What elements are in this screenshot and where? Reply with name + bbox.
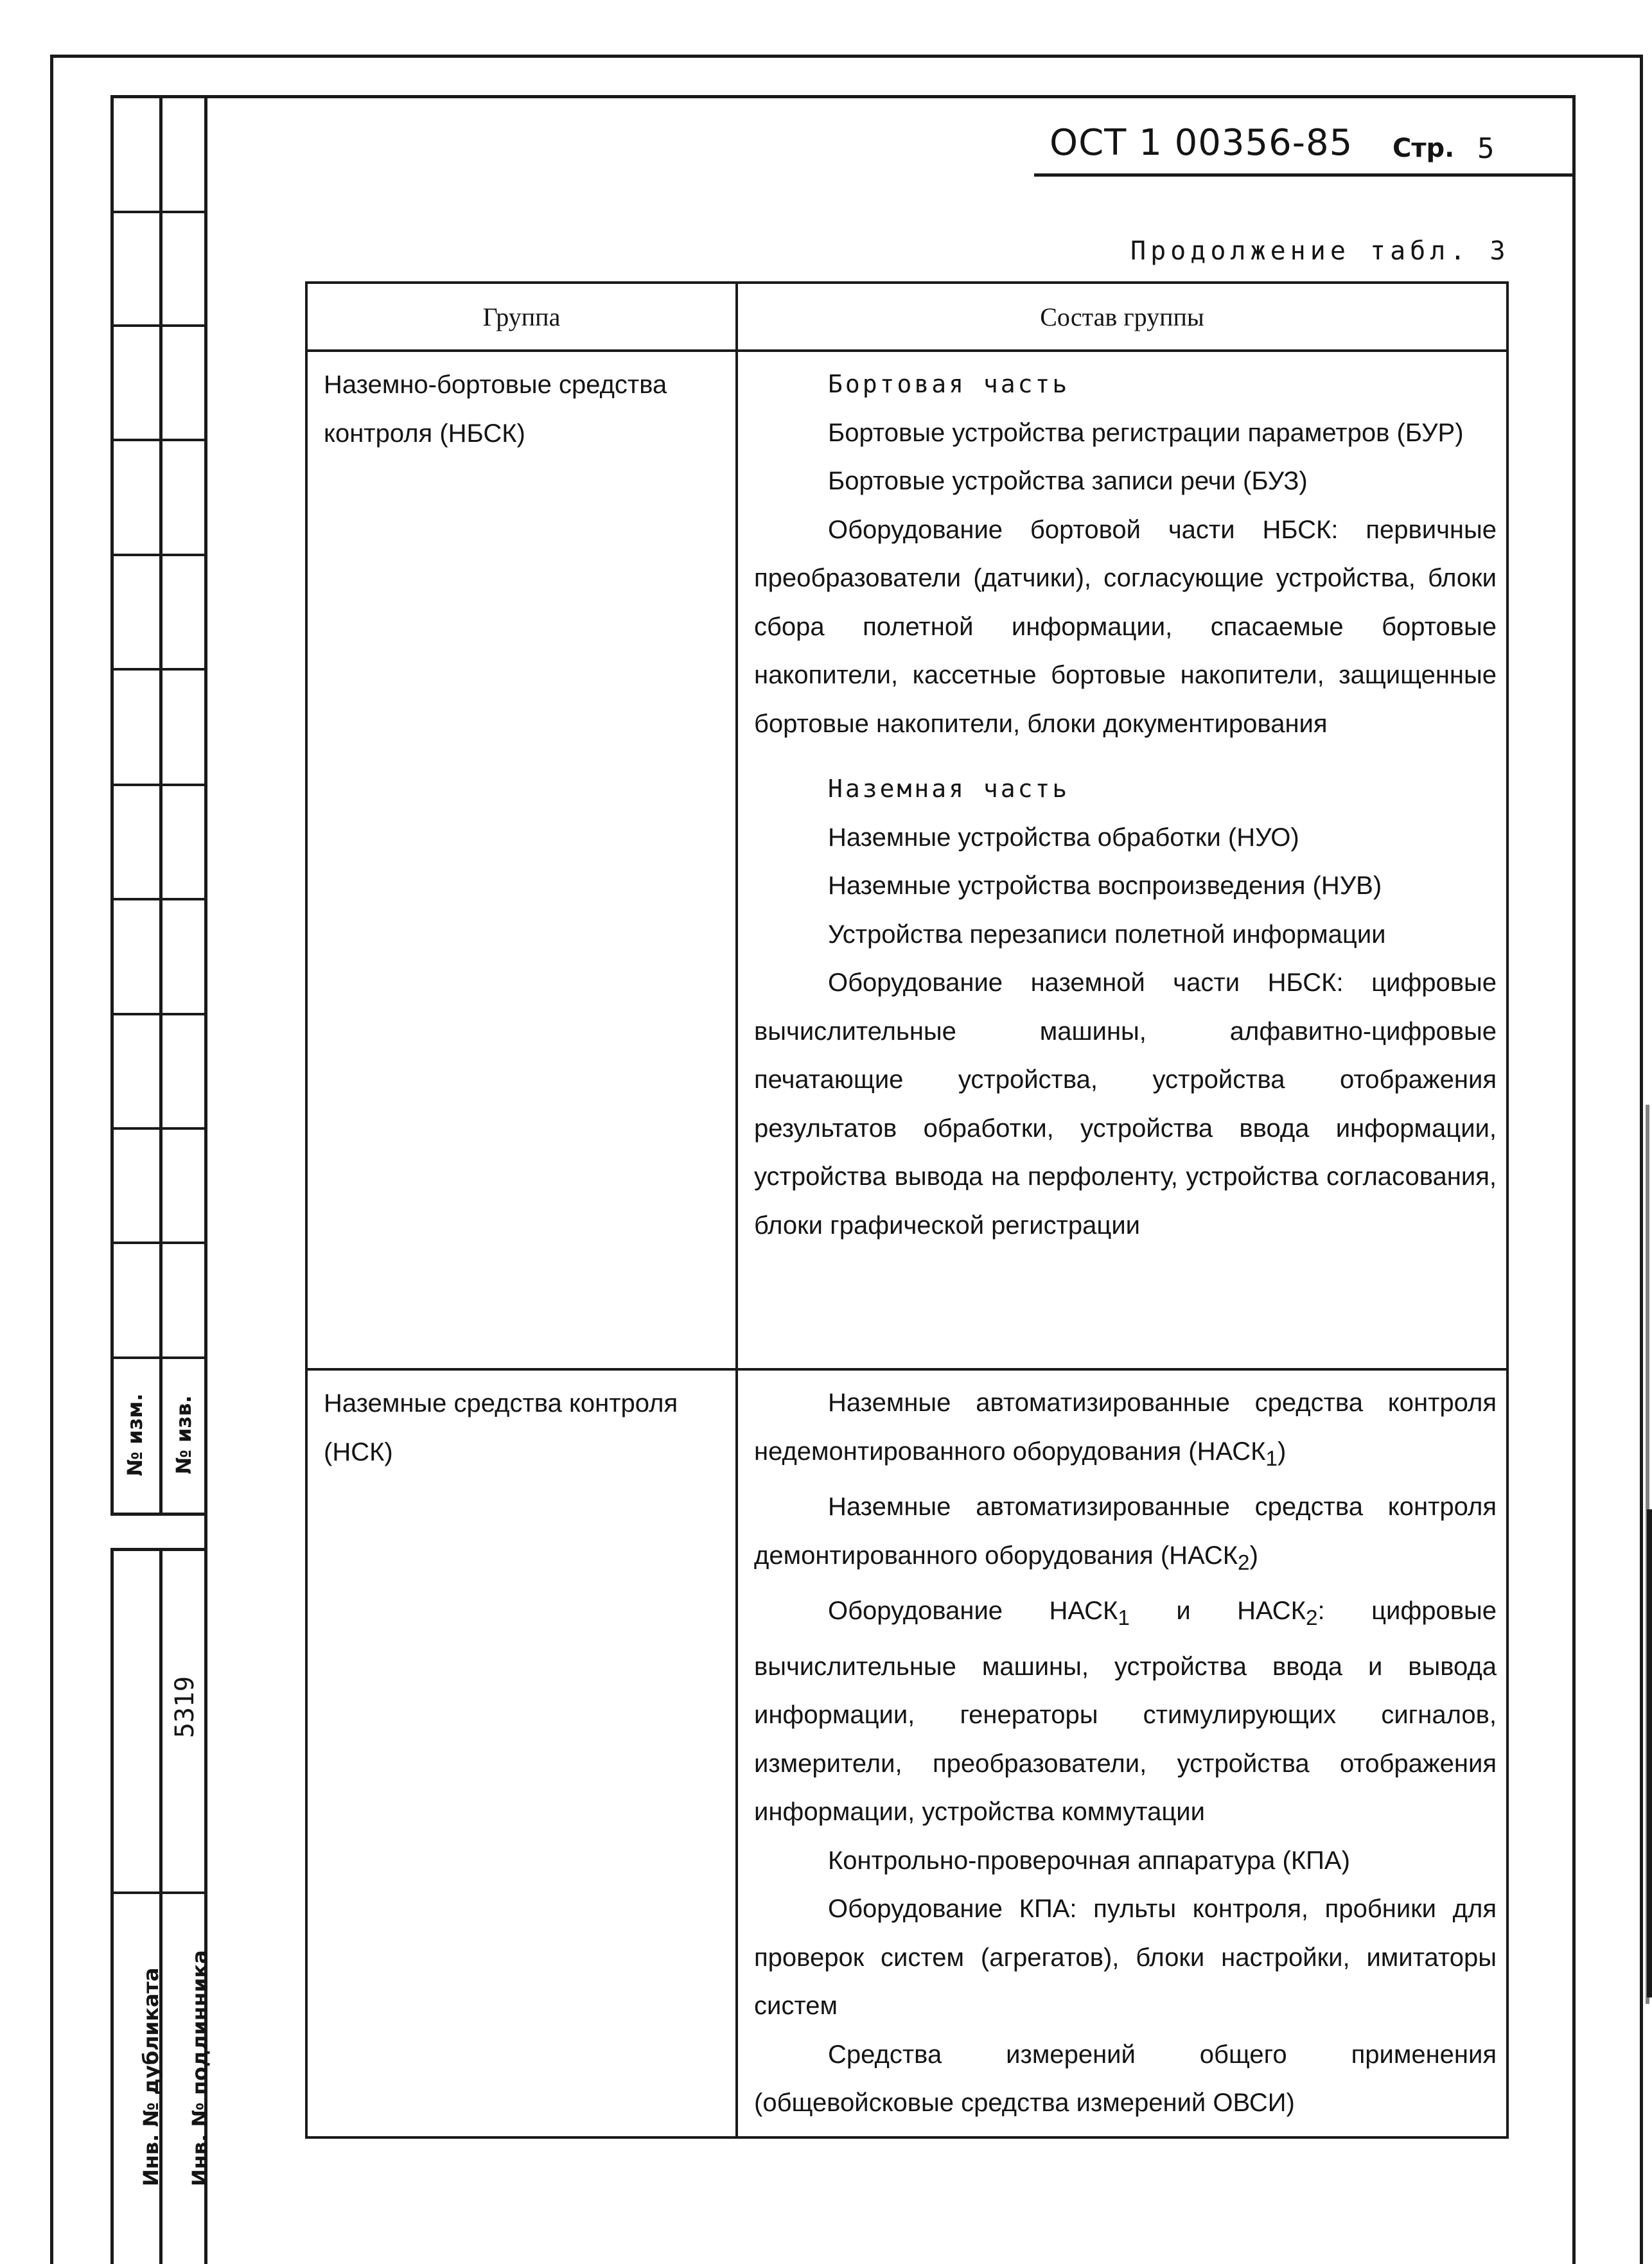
- notice-number-label: № изв.: [171, 1395, 196, 1475]
- list-item: Контрольно-проверочная аппаратура (КПА): [828, 1846, 1350, 1875]
- list-item: Оборудование $НАСК_1$ и $НАСК_2$: цифровые вычислительные машины, устройства ввода и вывода информации, генераторы стимулирующих сигналов, измерители, преобразователи, устройства отображения информации, устройства коммутации: [754, 1597, 1497, 1826]
- inner-frame-left: [204, 95, 207, 2264]
- list-item: Наземные автоматизированные средства контроля демонтированного оборудования $(НАСК_2)$: [754, 1493, 1497, 1575]
- stamp-col-divider: [159, 95, 163, 1514]
- stamp-row: [110, 898, 207, 900]
- stamp-row: [110, 211, 207, 213]
- stamp-row: [110, 1356, 207, 1359]
- list-item: Оборудование наземной части НБСК: цифровые вычислительные машины, алфавитно-цифровые печатающие устройства, устройства отображения результатов обработки, устройства ввода информации, устройства вывода на перфоленту, устройства согласования, блоки графической регистрации: [754, 969, 1497, 1240]
- stamp-row: [110, 1013, 207, 1015]
- inner-frame-right: [1572, 95, 1576, 2264]
- table-header-row: [306, 283, 1507, 351]
- list-item: Средства измерений общего применения (общевойсковые средства измерений ОВСИ): [754, 2040, 1497, 2117]
- table-row: [306, 1369, 1507, 2137]
- section-heading: Наземная часть: [828, 775, 1070, 803]
- stamp-top: [110, 95, 207, 98]
- stamp-row: [110, 324, 207, 327]
- page-label: Стр.: [1393, 134, 1455, 163]
- group-name: Наземно-бортовые средства контроля (НБСК): [324, 371, 667, 448]
- stamp2-row: [110, 1891, 207, 1894]
- duplicate-inventory-label: Инв. № дубликата: [139, 1967, 163, 2186]
- group-name: Наземные средства контроля (НСК): [324, 1389, 678, 1466]
- original-inventory-label: Инв. № подлинника: [188, 1950, 212, 2186]
- stamp-bottom: [110, 1513, 207, 1516]
- header-rule: [1034, 173, 1574, 177]
- stamp-row: [110, 668, 207, 671]
- stamp-row: [110, 784, 207, 786]
- stamp-row: [110, 439, 207, 441]
- list-item: Оборудование бортовой части НБСК: первичные преобразователи (датчики), согласующие устройства, блоки сбора полетной информации, спасаемые бортовые накопители, кассетные бортовые накопители, защищенные бортовые накопители, блоки документирования: [754, 515, 1497, 738]
- list-item: Устройства перезаписи полетной информации: [828, 920, 1386, 949]
- group-cell: [306, 1369, 737, 2137]
- list-item: Наземные автоматизированные средства контроля недемонтированного оборудования $(НАСК_1)$: [754, 1389, 1497, 1471]
- stamp-row: [110, 1242, 207, 1244]
- list-item: Бортовые устройства записи речи (БУЗ): [828, 467, 1308, 495]
- composition-cell: [737, 351, 1507, 1369]
- group-cell: [306, 351, 737, 1369]
- list-item: Оборудование КПА: пульты контроля, пробники для проверок систем (агрегатов), блоки настройки, имитаторы систем: [754, 1895, 1497, 2020]
- list-item: Наземные устройства обработки (НУО): [828, 823, 1299, 852]
- list-item: Наземные устройства воспроизведения (НУВ): [828, 872, 1382, 900]
- table-continuation-note: Продолжение табл. 3: [1130, 236, 1510, 266]
- outer-frame-right: [1640, 55, 1643, 2264]
- stamp2-col-outer: [110, 1548, 114, 2264]
- stamp2-top: [110, 1548, 207, 1551]
- composition-table: [305, 281, 1509, 2139]
- original-inventory-number: 5319: [170, 1676, 200, 1739]
- document-code: ОСТ 1 00356-85: [1050, 122, 1353, 164]
- stamp-row: [110, 554, 207, 556]
- composition-cell: [737, 1369, 1507, 2137]
- column-header-group: Группа: [306, 283, 737, 351]
- column-header-composition: Состав группы: [737, 283, 1507, 351]
- page-number: 5: [1477, 132, 1495, 165]
- change-number-label: № изм.: [123, 1393, 147, 1477]
- scan-artifact: [1647, 1509, 1652, 1997]
- stamp-col-outer: [110, 95, 114, 1514]
- stamp-row: [110, 1127, 207, 1130]
- inner-frame-top: [204, 95, 1576, 98]
- section-heading: Бортовая часть: [828, 370, 1070, 398]
- list-item: Бортовые устройства регистрации параметров (БУР): [828, 418, 1464, 447]
- outer-frame-top: [50, 55, 1643, 58]
- table-row: [306, 351, 1507, 1369]
- outer-frame-left: [50, 55, 53, 2264]
